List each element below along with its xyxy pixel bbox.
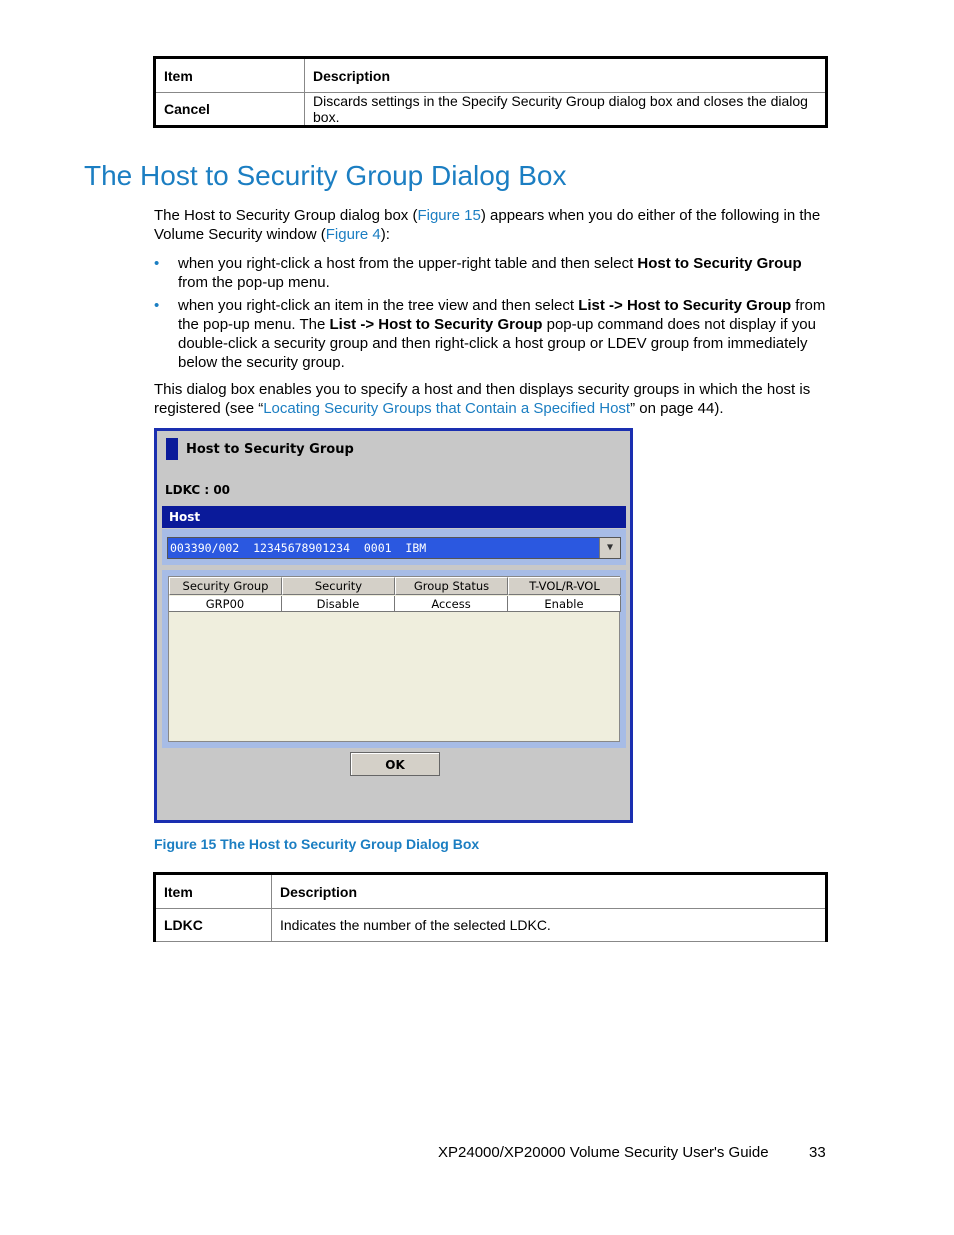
bullet-text: when you right-click a host from the upper-right table and then select [178, 255, 638, 272]
host-select[interactable] [167, 537, 621, 559]
bullet-item [154, 254, 828, 292]
footer-guide-title: XP24000/XP20000 Volume Security User's Guide [438, 1144, 769, 1161]
row-description: Discards settings in the Specify Security Group dialog box and closes the dialog box. [305, 93, 827, 127]
header-description: Description [305, 58, 827, 93]
dialog-title: Host to Security Group [186, 442, 354, 457]
intro-text-3: ): [380, 226, 390, 243]
column-header-security[interactable]: Security [282, 577, 395, 595]
header-item: Item [155, 58, 305, 93]
figure-caption: Figure 15 The Host to Security Group Dialog Box [154, 836, 480, 852]
bullet-text: pop-up command does not display if you double-click a security group and then right-click a host group or LDEV group from immediately below the security group. [178, 316, 816, 371]
table-row [155, 909, 827, 942]
row-item: LDKC [155, 909, 272, 942]
host-to-security-group-dialog [154, 428, 633, 823]
intro-paragraph [154, 206, 824, 244]
cell-security: Disable [282, 596, 395, 612]
header-item: Item [155, 874, 272, 909]
figure-4-link[interactable]: Figure 4 [325, 226, 381, 243]
item-description-table-bottom [153, 872, 828, 942]
bullet-text: from the pop-up menu. The [178, 297, 826, 333]
bullet-item [154, 296, 828, 372]
ok-button[interactable]: OK [350, 752, 440, 776]
column-header-tvol-rvol[interactable]: T-VOL/R-VOL [508, 577, 621, 595]
cell-group-status: Access [395, 596, 508, 612]
security-group-table-frame [162, 570, 626, 748]
cell-security-group: GRP00 [169, 596, 282, 612]
para-text-2: ” on page 44). [630, 400, 724, 417]
title-marker-icon [166, 438, 178, 460]
table-header-row [155, 58, 827, 93]
cell-tvol-rvol: Enable [508, 596, 621, 612]
host-select-frame [162, 529, 626, 565]
table-row[interactable] [169, 596, 621, 612]
bullet-bold: List -> Host to Security Group [578, 297, 792, 314]
figure-15-link[interactable]: Figure 15 [417, 207, 481, 224]
table-row [155, 93, 827, 127]
security-group-table [168, 576, 620, 742]
bullet-bold: Host to Security Group [637, 255, 802, 272]
table-header-row [155, 874, 827, 909]
item-description-table-top [153, 56, 828, 128]
column-header-security-group[interactable]: Security Group [169, 577, 282, 595]
header-description: Description [272, 874, 827, 909]
bullet-text: from the pop-up menu. [178, 274, 330, 291]
bullet-text: when you right-click an item in the tree view and then select [178, 297, 579, 314]
intro-text-1: The Host to Security Group dialog box ( [154, 207, 418, 224]
intro-text-2: ) appears when you do either of the following in the Volume Security window ( [154, 207, 821, 243]
page-number: 33 [809, 1144, 826, 1161]
chevron-down-icon[interactable]: ▼ [599, 538, 620, 558]
description-paragraph [154, 380, 828, 418]
host-select-value: 003390/002 12345678901234 0001 IBM [170, 541, 427, 555]
ldkc-label: LDKC : 00 [165, 483, 231, 497]
row-item: Cancel [155, 93, 305, 127]
section-title: The Host to Security Group Dialog Box [84, 160, 567, 191]
column-header-group-status[interactable]: Group Status [395, 577, 508, 595]
para-text-1: This dialog box enables you to specify a host and then displays security groups in which the host is registered (see “ [154, 381, 811, 417]
host-section-bar: Host [162, 506, 626, 528]
table-header-row [169, 577, 621, 595]
locating-security-groups-link[interactable]: Locating Security Groups that Contain a Specified Host [263, 400, 631, 417]
bullet-bold: List -> Host to Security Group [329, 316, 543, 333]
bullet-icon: • [154, 297, 160, 314]
bullet-icon: • [154, 255, 160, 272]
row-description: Indicates the number of the selected LDKC. [272, 909, 827, 942]
